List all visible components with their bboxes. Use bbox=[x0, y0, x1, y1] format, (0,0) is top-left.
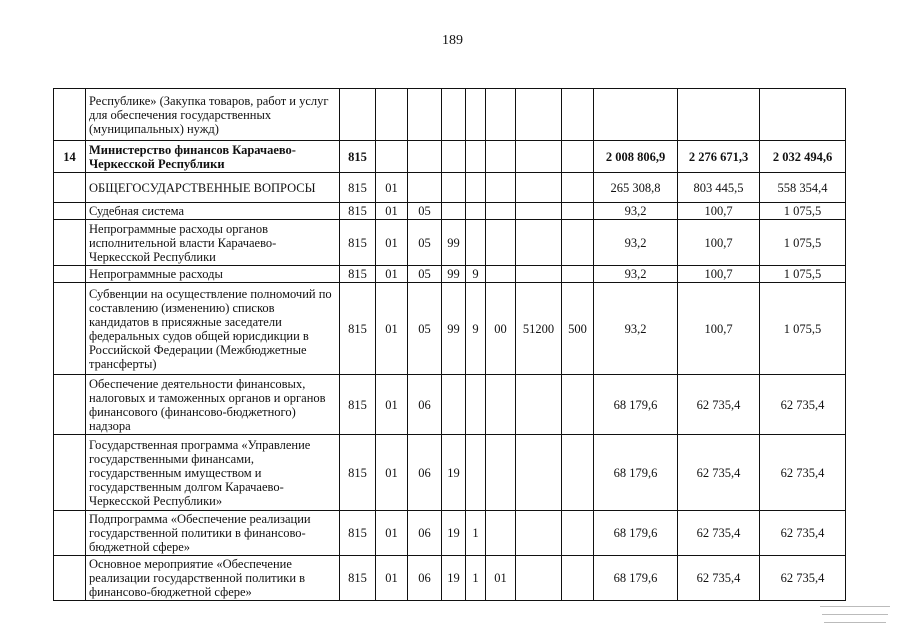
subprogram-code-cell: 1 bbox=[466, 556, 486, 601]
section-code-cell bbox=[376, 141, 408, 173]
program-code-cell bbox=[442, 203, 466, 220]
amount-year2-cell: 62 735,4 bbox=[678, 375, 760, 435]
direction-code-cell bbox=[516, 141, 562, 173]
section-code-cell: 01 bbox=[376, 266, 408, 283]
activity-code-cell bbox=[486, 220, 516, 266]
table-row bbox=[54, 556, 846, 601]
amount-year2-cell: 62 735,4 bbox=[678, 511, 760, 556]
subprogram-code-cell: 9 bbox=[466, 283, 486, 375]
subprogram-code-cell bbox=[466, 141, 486, 173]
item-name-cell: Государственная программа «Управление государственными финансами, государственным имуществом и государственным долгом Карачаево-Черкесской Республики» bbox=[86, 435, 340, 511]
program-code-cell bbox=[442, 141, 466, 173]
item-name-cell: ОБЩЕГОСУДАРСТВЕННЫЕ ВОПРОСЫ bbox=[86, 173, 340, 203]
activity-code-cell bbox=[486, 375, 516, 435]
row-number-cell bbox=[54, 511, 86, 556]
amount-year1-cell: 93,2 bbox=[594, 203, 678, 220]
subsection-code-cell: 05 bbox=[408, 220, 442, 266]
ministry-code-cell: 815 bbox=[340, 220, 376, 266]
subsection-code-cell: 05 bbox=[408, 203, 442, 220]
expense-type-cell bbox=[562, 89, 594, 141]
activity-code-cell bbox=[486, 89, 516, 141]
row-number-cell bbox=[54, 220, 86, 266]
table-row bbox=[54, 435, 846, 511]
program-code-cell: 99 bbox=[442, 266, 466, 283]
subsection-code-cell: 06 bbox=[408, 375, 442, 435]
program-code-cell: 19 bbox=[442, 511, 466, 556]
amount-year3-cell: 1 075,5 bbox=[760, 283, 846, 375]
expense-type-cell bbox=[562, 511, 594, 556]
table-row bbox=[54, 220, 846, 266]
subsection-code-cell: 06 bbox=[408, 511, 442, 556]
ministry-code-cell: 815 bbox=[340, 435, 376, 511]
row-number-cell bbox=[54, 283, 86, 375]
row-number-cell bbox=[54, 89, 86, 141]
expense-type-cell: 500 bbox=[562, 283, 594, 375]
section-code-cell bbox=[376, 89, 408, 141]
item-name-cell: Обеспечение деятельности финансовых, налоговых и таможенных органов и органов финансового (финансово-бюджетного) надзора bbox=[86, 375, 340, 435]
subprogram-code-cell: 1 bbox=[466, 511, 486, 556]
amount-year3-cell: 62 735,4 bbox=[760, 511, 846, 556]
subprogram-code-cell: 9 bbox=[466, 266, 486, 283]
amount-year2-cell: 100,7 bbox=[678, 266, 760, 283]
direction-code-cell bbox=[516, 173, 562, 203]
program-code-cell bbox=[442, 89, 466, 141]
direction-code-cell bbox=[516, 511, 562, 556]
ministry-code-cell: 815 bbox=[340, 375, 376, 435]
subsection-code-cell: 05 bbox=[408, 283, 442, 375]
program-code-cell: 19 bbox=[442, 435, 466, 511]
amount-year3-cell: 1 075,5 bbox=[760, 220, 846, 266]
table-row bbox=[54, 173, 846, 203]
amount-year2-cell bbox=[678, 89, 760, 141]
page-number: 189 bbox=[442, 33, 463, 48]
direction-code-cell bbox=[516, 435, 562, 511]
activity-code-cell bbox=[486, 141, 516, 173]
direction-code-cell bbox=[516, 220, 562, 266]
section-code-cell: 01 bbox=[376, 203, 408, 220]
ministry-code-cell: 815 bbox=[340, 266, 376, 283]
amount-year2-cell: 100,7 bbox=[678, 220, 760, 266]
subsection-code-cell bbox=[408, 89, 442, 141]
table-row bbox=[54, 283, 846, 375]
amount-year2-cell: 62 735,4 bbox=[678, 556, 760, 601]
subprogram-code-cell bbox=[466, 220, 486, 266]
expense-type-cell bbox=[562, 173, 594, 203]
ministry-code-cell: 815 bbox=[340, 173, 376, 203]
table-row bbox=[54, 141, 846, 173]
subprogram-code-cell bbox=[466, 89, 486, 141]
program-code-cell bbox=[442, 375, 466, 435]
direction-code-cell bbox=[516, 266, 562, 283]
section-code-cell: 01 bbox=[376, 220, 408, 266]
scan-artifact bbox=[820, 606, 890, 607]
subprogram-code-cell bbox=[466, 173, 486, 203]
row-number-cell: 14 bbox=[54, 141, 86, 173]
expense-type-cell bbox=[562, 375, 594, 435]
table-body bbox=[54, 89, 846, 601]
item-name-cell: Основное мероприятие «Обеспечение реализации государственной политики в финансово-бюджетной сфере» bbox=[86, 556, 340, 601]
table-row bbox=[54, 89, 846, 141]
budget-table bbox=[53, 88, 846, 601]
amount-year3-cell: 62 735,4 bbox=[760, 375, 846, 435]
amount-year3-cell: 558 354,4 bbox=[760, 173, 846, 203]
item-name-cell: Судебная система bbox=[86, 203, 340, 220]
amount-year1-cell: 93,2 bbox=[594, 266, 678, 283]
expense-type-cell bbox=[562, 203, 594, 220]
amount-year3-cell: 62 735,4 bbox=[760, 435, 846, 511]
program-code-cell: 99 bbox=[442, 283, 466, 375]
row-number-cell bbox=[54, 203, 86, 220]
amount-year1-cell: 93,2 bbox=[594, 283, 678, 375]
amount-year1-cell: 265 308,8 bbox=[594, 173, 678, 203]
row-number-cell bbox=[54, 173, 86, 203]
activity-code-cell: 01 bbox=[486, 556, 516, 601]
amount-year2-cell: 2 276 671,3 bbox=[678, 141, 760, 173]
table-row bbox=[54, 511, 846, 556]
row-number-cell bbox=[54, 266, 86, 283]
section-code-cell: 01 bbox=[376, 283, 408, 375]
table-row bbox=[54, 203, 846, 220]
scan-artifact bbox=[822, 614, 888, 615]
amount-year1-cell: 68 179,6 bbox=[594, 435, 678, 511]
amount-year1-cell: 68 179,6 bbox=[594, 511, 678, 556]
row-number-cell bbox=[54, 375, 86, 435]
program-code-cell bbox=[442, 173, 466, 203]
activity-code-cell bbox=[486, 203, 516, 220]
ministry-code-cell bbox=[340, 89, 376, 141]
section-code-cell: 01 bbox=[376, 511, 408, 556]
amount-year3-cell: 1 075,5 bbox=[760, 266, 846, 283]
direction-code-cell bbox=[516, 203, 562, 220]
ministry-code-cell: 815 bbox=[340, 203, 376, 220]
expense-type-cell bbox=[562, 220, 594, 266]
section-code-cell: 01 bbox=[376, 173, 408, 203]
row-number-cell bbox=[54, 435, 86, 511]
table-row bbox=[54, 375, 846, 435]
direction-code-cell bbox=[516, 556, 562, 601]
subsection-code-cell: 06 bbox=[408, 435, 442, 511]
item-name-cell: Республике» (Закупка товаров, работ и услуг для обеспечения государственных (муниципальных) нужд) bbox=[86, 89, 340, 141]
expense-type-cell bbox=[562, 435, 594, 511]
item-name-cell: Субвенции на осуществление полномочий по составлению (изменению) списков кандидатов в присяжные заседатели федеральных судов общей юрисдикции в Российской Федерации (Межбюджетные трансферты) bbox=[86, 283, 340, 375]
item-name-cell: Непрограммные расходы bbox=[86, 266, 340, 283]
row-number-cell bbox=[54, 556, 86, 601]
subprogram-code-cell bbox=[466, 435, 486, 511]
expense-type-cell bbox=[562, 556, 594, 601]
ministry-code-cell: 815 bbox=[340, 141, 376, 173]
amount-year2-cell: 803 445,5 bbox=[678, 173, 760, 203]
section-code-cell: 01 bbox=[376, 556, 408, 601]
direction-code-cell bbox=[516, 375, 562, 435]
direction-code-cell: 51200 bbox=[516, 283, 562, 375]
item-name-cell: Министерство финансов Карачаево-Черкесской Республики bbox=[86, 141, 340, 173]
subsection-code-cell: 06 bbox=[408, 556, 442, 601]
program-code-cell: 19 bbox=[442, 556, 466, 601]
amount-year2-cell: 100,7 bbox=[678, 203, 760, 220]
activity-code-cell bbox=[486, 266, 516, 283]
ministry-code-cell: 815 bbox=[340, 283, 376, 375]
item-name-cell: Подпрограмма «Обеспечение реализации государственной политики в финансово-бюджетной сфере» bbox=[86, 511, 340, 556]
subsection-code-cell bbox=[408, 173, 442, 203]
ministry-code-cell: 815 bbox=[340, 556, 376, 601]
amount-year1-cell bbox=[594, 89, 678, 141]
item-name-cell: Непрограммные расходы органов исполнительной власти Карачаево-Черкесской Республики bbox=[86, 220, 340, 266]
amount-year3-cell: 62 735,4 bbox=[760, 556, 846, 601]
table-row bbox=[54, 266, 846, 283]
section-code-cell: 01 bbox=[376, 375, 408, 435]
expense-type-cell bbox=[562, 141, 594, 173]
scan-artifact bbox=[824, 622, 886, 623]
amount-year2-cell: 62 735,4 bbox=[678, 435, 760, 511]
ministry-code-cell: 815 bbox=[340, 511, 376, 556]
section-code-cell: 01 bbox=[376, 435, 408, 511]
activity-code-cell bbox=[486, 435, 516, 511]
activity-code-cell bbox=[486, 511, 516, 556]
activity-code-cell bbox=[486, 173, 516, 203]
expense-type-cell bbox=[562, 266, 594, 283]
program-code-cell: 99 bbox=[442, 220, 466, 266]
amount-year3-cell bbox=[760, 89, 846, 141]
amount-year1-cell: 93,2 bbox=[594, 220, 678, 266]
amount-year1-cell: 68 179,6 bbox=[594, 375, 678, 435]
amount-year1-cell: 68 179,6 bbox=[594, 556, 678, 601]
subsection-code-cell bbox=[408, 141, 442, 173]
subprogram-code-cell bbox=[466, 375, 486, 435]
activity-code-cell: 00 bbox=[486, 283, 516, 375]
amount-year3-cell: 2 032 494,6 bbox=[760, 141, 846, 173]
amount-year3-cell: 1 075,5 bbox=[760, 203, 846, 220]
direction-code-cell bbox=[516, 89, 562, 141]
subsection-code-cell: 05 bbox=[408, 266, 442, 283]
amount-year2-cell: 100,7 bbox=[678, 283, 760, 375]
subprogram-code-cell bbox=[466, 203, 486, 220]
amount-year1-cell: 2 008 806,9 bbox=[594, 141, 678, 173]
